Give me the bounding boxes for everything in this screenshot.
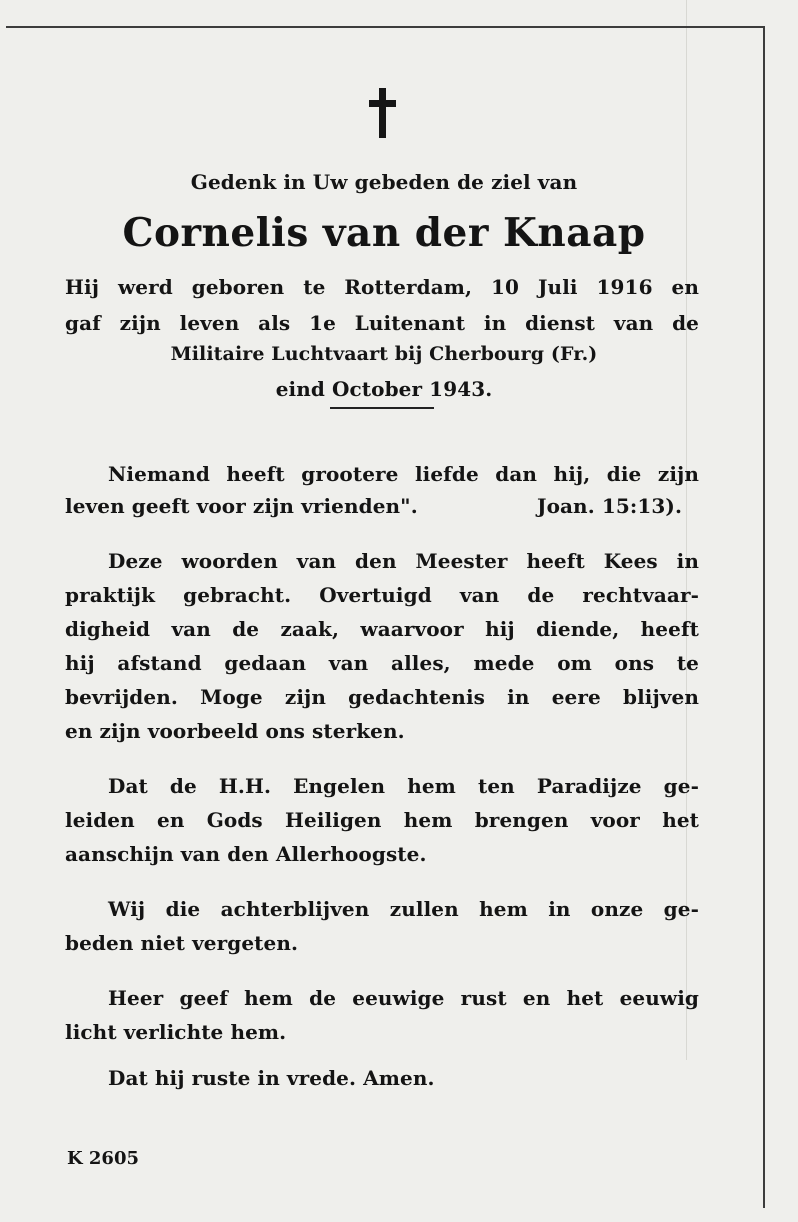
quote-reference: Joan. 15:13). [537,494,683,518]
paragraph2-line: aanschijn van den Allerhoogste. [65,842,427,866]
deceased-name: Cornelis van der Knaap [122,210,646,256]
paragraph1-line: bevrijden. Moge zijn gedachtenis in eere blijven [65,685,699,709]
paragraph1-line: praktijk gebracht. Overtuigd van de rechtvaar- [65,583,699,607]
paragraph3-line: Wij die achterblijven zullen hem in onze ge- [108,897,699,921]
paragraph1-line: Deze woorden van den Meester heeft Kees in [108,549,699,573]
birth-line: Hij werd geboren te Rotterdam, 10 Juli 1916 en [65,275,699,299]
intro-text: Gedenk in Uw gebeden de ziel van [190,170,578,194]
paragraph1-line: digheid van de zaak, waarvoor hij diende, heeft [65,617,699,641]
latin-cross-icon [379,88,386,138]
paragraph2-line: leiden en Gods Heiligen hem brengen voor het [65,808,699,832]
printer-code: K 2605 [67,1148,140,1169]
paragraph4-line: licht verlichte hem. [65,1020,287,1044]
service-line: gaf zijn leven als 1e Luitenant in dienst van de [65,311,699,335]
death-line: eind October 1943. [275,377,493,401]
divider-rule [330,407,434,409]
quote-line-2: leven geeft voor zijn vrienden". [65,494,418,518]
paragraph1-line: hij afstand gedaan van alles, mede om ons te [65,651,699,675]
quote-line-1: Niemand heeft grootere liefde dan hij, die zijn [108,462,699,486]
location-line: Militaire Luchtvaart bij Cherbourg (Fr.) [170,343,598,365]
paragraph2-line: Dat de H.H. Engelen hem ten Paradijze ge- [108,774,699,798]
paragraph3-line: beden niet vergeten. [65,931,299,955]
closing-line: Dat hij ruste in vrede. Amen. [108,1066,435,1090]
paragraph1-line: en zijn voorbeeld ons sterken. [65,719,405,743]
paragraph4-line: Heer geef hem de eeuwige rust en het eeuwig [108,986,699,1010]
